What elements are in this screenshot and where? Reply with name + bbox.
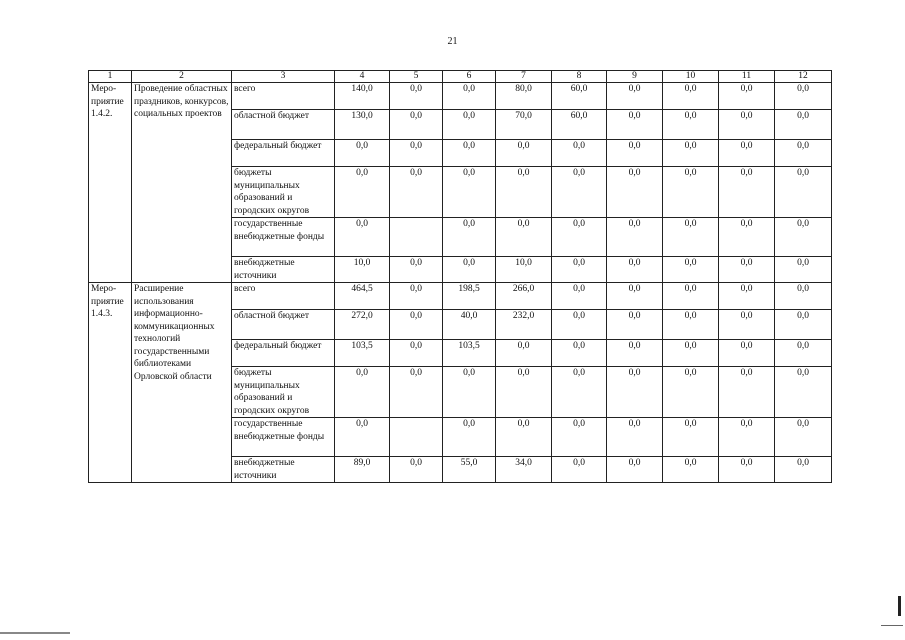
value-cell: 140,0 [335, 83, 390, 110]
value-cell: 0,0 [443, 257, 496, 283]
value-cell: 0,0 [663, 283, 719, 310]
value-cell: 0,0 [663, 340, 719, 367]
value-cell: 0,0 [719, 310, 775, 340]
value-cell: 232,0 [496, 310, 552, 340]
value-cell: 0,0 [443, 167, 496, 218]
value-cell: 0,0 [390, 140, 443, 167]
value-cell: 0,0 [496, 367, 552, 418]
value-cell: 0,0 [719, 283, 775, 310]
value-cell: 0,0 [775, 367, 832, 418]
value-cell: 0,0 [335, 218, 390, 257]
value-cell: 0,0 [390, 310, 443, 340]
funding-source: внебюджетные источники [232, 457, 335, 483]
value-cell: 0,0 [390, 110, 443, 140]
table-row [89, 83, 832, 110]
measure-name: Проведение областных праздников, конкурсов, социальных проектов [132, 83, 232, 283]
column-header: 8 [552, 71, 607, 83]
value-cell: 103,5 [335, 340, 390, 367]
value-cell: 0,0 [775, 457, 832, 483]
value-cell: 0,0 [663, 167, 719, 218]
value-cell: 0,0 [607, 110, 663, 140]
value-cell: 70,0 [496, 110, 552, 140]
value-cell: 0,0 [443, 418, 496, 457]
value-cell: 0,0 [607, 218, 663, 257]
value-cell: 0,0 [607, 367, 663, 418]
value-cell [390, 218, 443, 257]
value-cell: 0,0 [775, 283, 832, 310]
table-row [89, 283, 832, 310]
value-cell: 0,0 [663, 418, 719, 457]
funding-source: федеральный бюджет [232, 340, 335, 367]
value-cell: 0,0 [496, 140, 552, 167]
funding-table [88, 70, 832, 483]
funding-source: областной бюджет [232, 310, 335, 340]
value-cell: 198,5 [443, 283, 496, 310]
value-cell: 0,0 [663, 257, 719, 283]
value-cell: 0,0 [719, 418, 775, 457]
value-cell: 464,5 [335, 283, 390, 310]
funding-source: государственные внебюджетные фонды [232, 418, 335, 457]
funding-source: всего [232, 83, 335, 110]
value-cell: 0,0 [390, 340, 443, 367]
value-cell: 0,0 [719, 218, 775, 257]
scan-line [881, 625, 903, 626]
value-cell: 0,0 [552, 140, 607, 167]
value-cell: 55,0 [443, 457, 496, 483]
value-cell: 0,0 [607, 167, 663, 218]
value-cell: 0,0 [335, 418, 390, 457]
value-cell: 0,0 [663, 310, 719, 340]
column-header: 11 [719, 71, 775, 83]
value-cell: 10,0 [335, 257, 390, 283]
value-cell: 0,0 [775, 83, 832, 110]
value-cell: 0,0 [552, 218, 607, 257]
scan-line [0, 632, 70, 634]
funding-source: федеральный бюджет [232, 140, 335, 167]
column-header: 1 [89, 71, 132, 83]
value-cell: 0,0 [663, 140, 719, 167]
value-cell: 0,0 [719, 457, 775, 483]
value-cell: 0,0 [719, 257, 775, 283]
column-header: 12 [775, 71, 832, 83]
value-cell: 0,0 [719, 83, 775, 110]
value-cell: 0,0 [496, 218, 552, 257]
value-cell: 0,0 [390, 257, 443, 283]
value-cell: 0,0 [552, 367, 607, 418]
value-cell: 0,0 [390, 457, 443, 483]
value-cell: 0,0 [443, 83, 496, 110]
value-cell: 0,0 [390, 167, 443, 218]
value-cell: 0,0 [552, 283, 607, 310]
value-cell: 0,0 [775, 257, 832, 283]
value-cell: 0,0 [607, 257, 663, 283]
column-header: 4 [335, 71, 390, 83]
value-cell: 0,0 [775, 167, 832, 218]
scan-mark [898, 596, 901, 616]
value-cell: 0,0 [607, 340, 663, 367]
value-cell: 0,0 [443, 367, 496, 418]
column-header: 2 [132, 71, 232, 83]
value-cell: 0,0 [496, 340, 552, 367]
funding-source: бюджеты муниципальных образований и городских округов [232, 167, 335, 218]
value-cell: 40,0 [443, 310, 496, 340]
value-cell: 0,0 [775, 110, 832, 140]
value-cell: 266,0 [496, 283, 552, 310]
value-cell: 10,0 [496, 257, 552, 283]
value-cell: 0,0 [775, 140, 832, 167]
funding-source: внебюджетные источники [232, 257, 335, 283]
funding-source: областной бюджет [232, 110, 335, 140]
value-cell: 0,0 [719, 367, 775, 418]
value-cell: 0,0 [607, 283, 663, 310]
column-header: 5 [390, 71, 443, 83]
value-cell: 0,0 [443, 140, 496, 167]
value-cell: 0,0 [775, 218, 832, 257]
value-cell: 0,0 [607, 310, 663, 340]
value-cell: 89,0 [335, 457, 390, 483]
measure-code: Меро-приятие 1.4.3. [89, 283, 132, 483]
value-cell: 103,5 [443, 340, 496, 367]
page-number: 21 [447, 36, 458, 47]
value-cell: 60,0 [552, 83, 607, 110]
value-cell [390, 418, 443, 457]
value-cell: 0,0 [719, 110, 775, 140]
value-cell: 0,0 [496, 418, 552, 457]
value-cell: 0,0 [552, 310, 607, 340]
value-cell: 0,0 [663, 457, 719, 483]
column-header: 9 [607, 71, 663, 83]
funding-source: государственные внебюджетные фонды [232, 218, 335, 257]
value-cell: 34,0 [496, 457, 552, 483]
value-cell: 0,0 [390, 367, 443, 418]
value-cell: 0,0 [552, 167, 607, 218]
value-cell: 0,0 [335, 140, 390, 167]
value-cell: 0,0 [663, 367, 719, 418]
column-header: 10 [663, 71, 719, 83]
value-cell: 0,0 [335, 167, 390, 218]
value-cell: 0,0 [775, 418, 832, 457]
value-cell: 0,0 [719, 340, 775, 367]
value-cell: 0,0 [719, 167, 775, 218]
value-cell: 0,0 [496, 167, 552, 218]
value-cell: 0,0 [443, 218, 496, 257]
measure-code: Меро-приятие 1.4.2. [89, 83, 132, 283]
value-cell: 130,0 [335, 110, 390, 140]
value-cell: 60,0 [552, 110, 607, 140]
measure-name: Расширение использования информационно-коммуникационных технологий государственными библиотеками Орловской области [132, 283, 232, 483]
value-cell: 0,0 [552, 257, 607, 283]
value-cell: 0,0 [775, 310, 832, 340]
value-cell: 0,0 [390, 283, 443, 310]
value-cell: 0,0 [663, 110, 719, 140]
value-cell: 0,0 [390, 83, 443, 110]
value-cell: 0,0 [335, 367, 390, 418]
value-cell: 0,0 [443, 110, 496, 140]
column-header: 6 [443, 71, 496, 83]
value-cell: 0,0 [663, 218, 719, 257]
value-cell: 0,0 [607, 457, 663, 483]
table-body [89, 83, 832, 483]
value-cell: 272,0 [335, 310, 390, 340]
column-header: 7 [496, 71, 552, 83]
value-cell: 0,0 [552, 457, 607, 483]
value-cell: 80,0 [496, 83, 552, 110]
column-header: 3 [232, 71, 335, 83]
funding-source: бюджеты муниципальных образований и городских округов [232, 367, 335, 418]
value-cell: 0,0 [607, 83, 663, 110]
value-cell: 0,0 [719, 140, 775, 167]
value-cell: 0,0 [607, 140, 663, 167]
value-cell: 0,0 [607, 418, 663, 457]
value-cell: 0,0 [663, 83, 719, 110]
value-cell: 0,0 [552, 340, 607, 367]
value-cell: 0,0 [775, 340, 832, 367]
value-cell: 0,0 [552, 418, 607, 457]
funding-source: всего [232, 283, 335, 310]
header-row [89, 71, 832, 83]
